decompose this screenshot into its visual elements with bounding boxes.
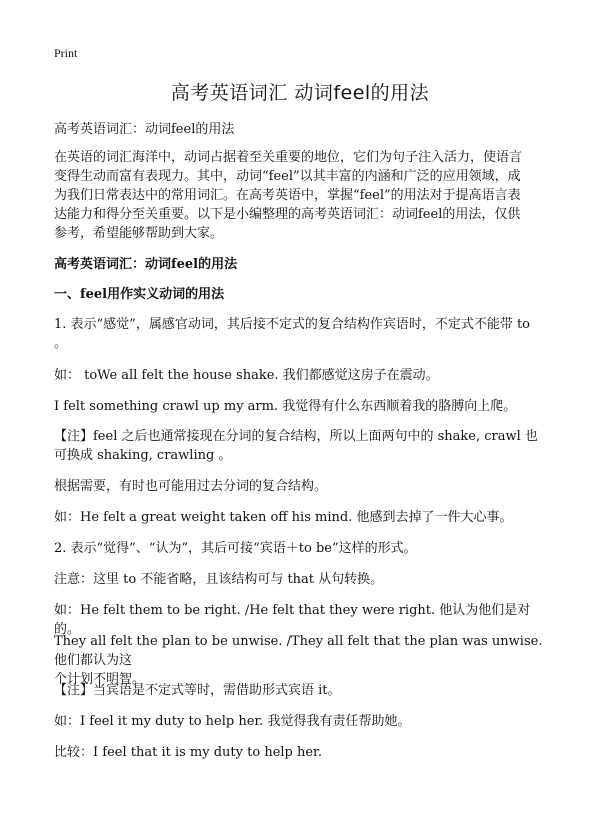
- page-title: 高考英语词汇 动词feel的用法: [170, 82, 430, 104]
- paragraph-11: 【注】当宾语是不定式等时，需借助形式宾语 it。: [54, 683, 341, 698]
- intro-line: 在英语的词汇海洋中，动词占据着至关重要的地位，它们为句子注入活力，使语言: [54, 150, 523, 165]
- intro-line: 参考，希望能够帮助到大家。: [54, 226, 224, 241]
- paragraph-9: 如：He felt them to be right. /He felt that they were right. 他认为他们是对的。: [54, 603, 531, 637]
- paragraph-6: 如：He felt a great weight taken off his mind. 他感到去掉了一件大心事。: [54, 510, 513, 525]
- paragraph-line: 1. 表示“感觉”，属感官动词，其后接不定式的复合结构作宾语时，不定式不能带 to: [54, 317, 531, 332]
- paragraph-3: I felt something crawl up my arm. 我觉得有什么东西顺着我的胳膊向上爬。: [54, 399, 517, 414]
- intro-line: 达能力和得分至关重要。以下是小编整理的高考英语词汇：动词feel的用法，仅供: [54, 207, 521, 222]
- paragraph-8: 注意：这里 to 不能省略，且该结构可与 that 从句转换。: [54, 572, 384, 587]
- paragraph-5: 根据需要，有时也可能用过去分词的复合结构。: [54, 479, 328, 494]
- intro-paragraph: [54, 148, 554, 243]
- paragraph-1: [54, 315, 554, 353]
- paragraph-line: 【注】feel 之后也通常接现在分词的复合结构，所以上面两句中的 shake, crawl 也: [54, 429, 538, 444]
- part-heading: 一、feel用作实义动词的用法: [54, 287, 225, 302]
- intro-line: 为我们日常表达中的常用词汇。在高考英语中，掌握“feel”的用法对于提高语言表: [54, 188, 521, 203]
- paragraph-line: 个计划不明智。: [54, 672, 146, 687]
- intro-line: 变得生动而富有表现力。其中，动词“feel”以其丰富的内涵和广泛的应用领域，成: [54, 169, 521, 184]
- paragraph-4: [54, 427, 554, 465]
- paragraph-12: 如：I feel it my duty to help her. 我觉得我有责任帮助她。: [54, 714, 411, 729]
- paragraph-line: 可换成 shaking, crawling 。: [54, 448, 232, 463]
- paragraph-line: They all felt the plan to be unwise. /They all felt that the plan was unwise. 他们都认为这: [54, 634, 543, 668]
- paragraph-7: 2. 表示“觉得”、“认为”，其后可接“宾语＋to be”这样的形式。: [54, 541, 417, 556]
- section-heading: 高考英语词汇：动词feel的用法: [54, 257, 238, 272]
- print-label: Print: [54, 46, 78, 60]
- paragraph-13: 比较：I feel that it is my duty to help her.: [54, 745, 322, 760]
- document-subtitle: 高考英语词汇：动词feel的用法: [54, 122, 235, 137]
- paragraph-line: 。: [54, 336, 68, 351]
- paragraph-2: 如： toWe all felt the house shake. 我们都感觉这房子在震动。: [54, 368, 439, 383]
